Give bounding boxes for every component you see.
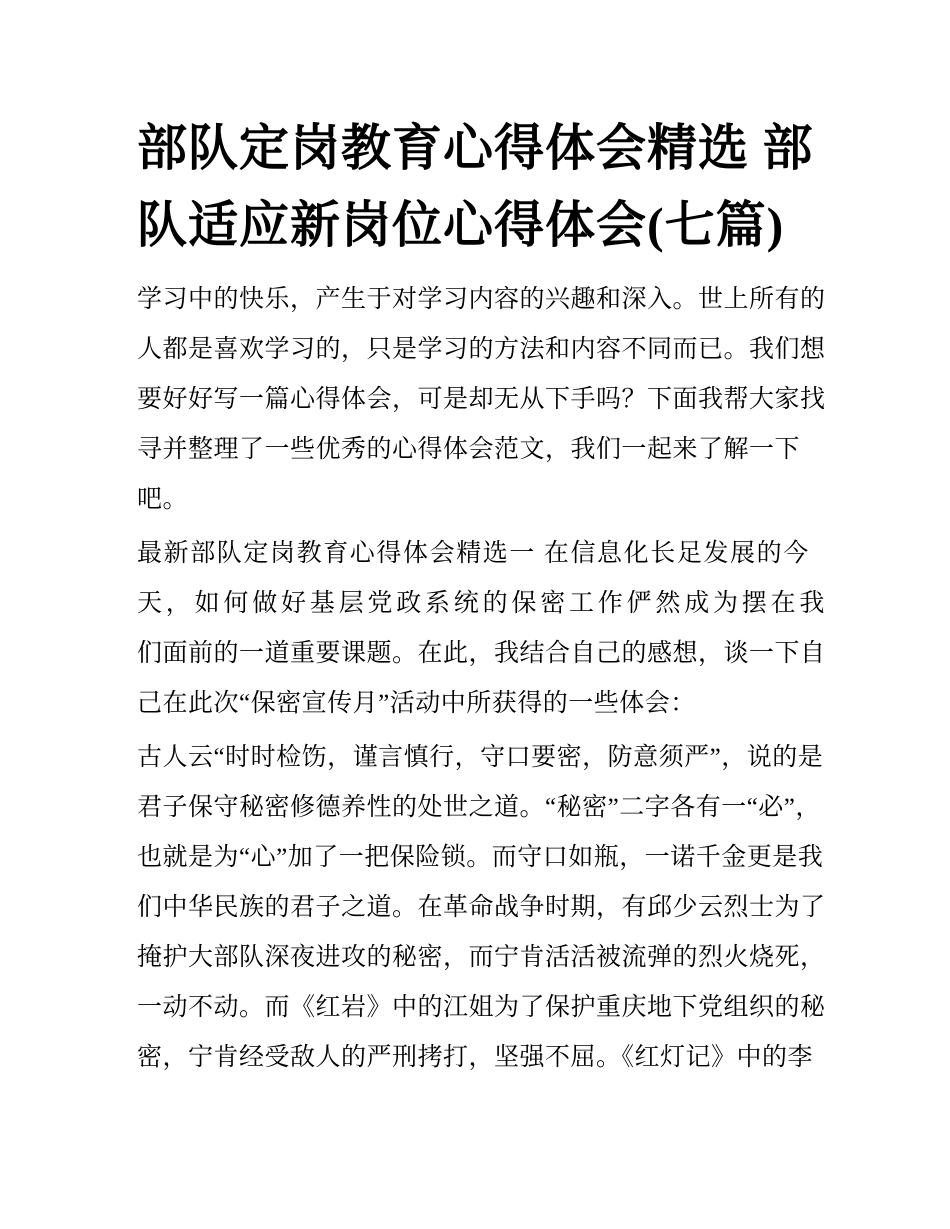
paragraph-essay-body [137, 733, 826, 1083]
body-line: 君子保守秘密修德养性的处世之道。“秘密”二字各有一“必”， [137, 794, 821, 821]
body-line: 要好好写一篇心得体会，可是却无从下手吗？下面我帮大家找 [137, 386, 826, 413]
body-line: 学习中的快乐，产生于对学习内容的兴趣和深入。世上所有的 [137, 286, 826, 313]
title-line: 部队定岗教育心得体会精选 部 [137, 120, 814, 176]
document-title [137, 110, 822, 264]
body-line: 古人云“时时检饬，谨言慎行，守口要密，防意须严”，说的是 [137, 744, 824, 771]
paragraph-intro [137, 275, 826, 525]
body-line: 最新部队定岗教育心得体会精选一 在信息化长足发展的今 [137, 540, 810, 567]
body-line: 寻并整理了一些优秀的心得体会范文，我们一起来了解一下 [137, 436, 801, 463]
body-line: 也就是为“心”加了一把保险锁。而守口如瓶，一诺千金更是我 [137, 844, 824, 871]
body-line: 己在此次“保密宣传月”活动中所获得的一些体会： [137, 690, 696, 717]
paragraph-essay-opening [137, 529, 829, 729]
body-line: 一动不动。而《红岩》中的江姐为了保护重庆地下党组织的秘 [137, 994, 826, 1021]
title-line: 队适应新岗位心得体会(七篇) [137, 197, 785, 253]
body-line: 吧。 [137, 486, 189, 513]
body-line: 们中华民族的君子之道。在革命战争时期，有邱少云烈士为了 [137, 894, 826, 921]
body-line: 们面前的一道重要课题。在此，我结合自己的感想，谈一下自 [137, 640, 826, 667]
document-body [137, 275, 829, 1083]
body-line: 天，如何做好基层党政系统的保密工作俨然成为摆在我 [137, 590, 829, 617]
body-line: 密，宁肯经受敌人的严刑拷打，坚强不屈。《红灯记》中的李 [137, 1044, 814, 1071]
body-line: 人都是喜欢学习的，只是学习的方法和内容不同而已。我们想 [137, 336, 826, 363]
body-line: 掩护大部队深夜进攻的秘密，而宁肯活活被流弹的烈火烧死， [137, 944, 826, 971]
